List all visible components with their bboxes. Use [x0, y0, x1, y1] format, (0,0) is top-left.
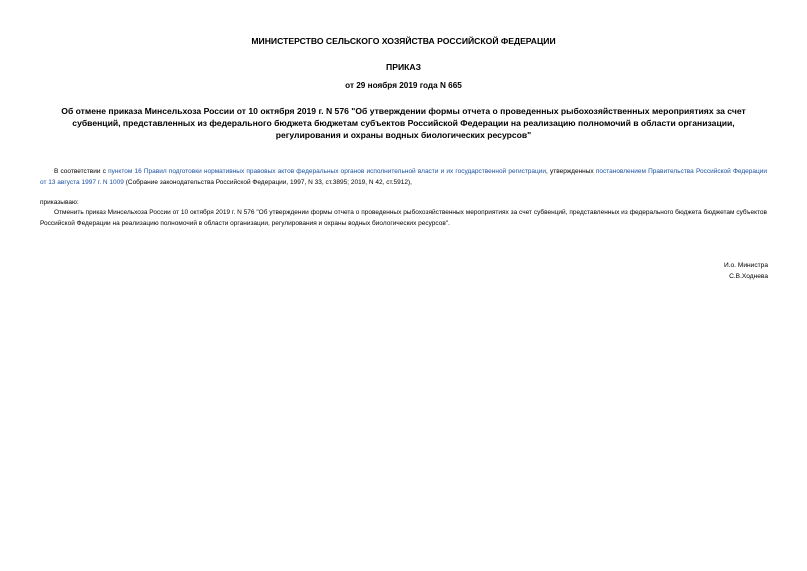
paragraph-basis — [40, 167, 767, 188]
signature-block — [724, 261, 768, 282]
paragraph-text: , утвержденных — [546, 168, 596, 175]
signer-role: И.о. Министра — [723, 262, 768, 269]
paragraph-cancel: Отменить приказ Минсельхоза России от 10 октября 2019 г. N 576 "Об утверждении формы отчета о проведенных рыбохозяйственных мероприятиях за счет субвенций, представленных из федерального бюджета бюджетам субъектов Российской Федерации на реализацию полномочий в области организации, регулирования и охраны водных биологических ресурсов". — [40, 209, 767, 227]
order-title: Об отмене приказа Минсельхоза России от 10 октября 2019 г. N 576 "Об утверждении формы отчета о проведенных рыбохозяйственных мероприятиях за счет субвенций, представленных из федерального бюджета бюджетам субъектов Российской Федерации на реализацию полномочий в области организации, регулирования и охраны водных биологических ресурсов" — [61, 106, 746, 140]
paragraph-order-word: приказываю: — [40, 199, 79, 206]
paragraph-text: В соответствии с — [54, 168, 109, 175]
order-date: от 29 ноября 2019 года N 665 — [345, 81, 462, 90]
resolution-link[interactable]: постановлением Правительства Российской Федерации от 13 августа 1997 г. N 1009 — [40, 168, 767, 186]
signer-name: С.В.Ходнева — [729, 272, 768, 280]
rules-link[interactable]: пунктом 16 Правил подготовки нормативных правовых актов федеральных органов исполнительной власти и их государственной регистрации — [108, 168, 547, 175]
ministry-heading: МИНИСТЕРСТВО СЕЛЬСКОГО ХОЗЯЙСТВА РОССИЙСКОЙ ФЕДЕРАЦИИ — [251, 36, 556, 46]
paragraph-text: (Собрание законодательства Российской Федерации, 1997, N 33, ст.3895; 2019, N 42, ст.5912), — [123, 178, 412, 186]
order-heading: ПРИКАЗ — [386, 62, 421, 72]
